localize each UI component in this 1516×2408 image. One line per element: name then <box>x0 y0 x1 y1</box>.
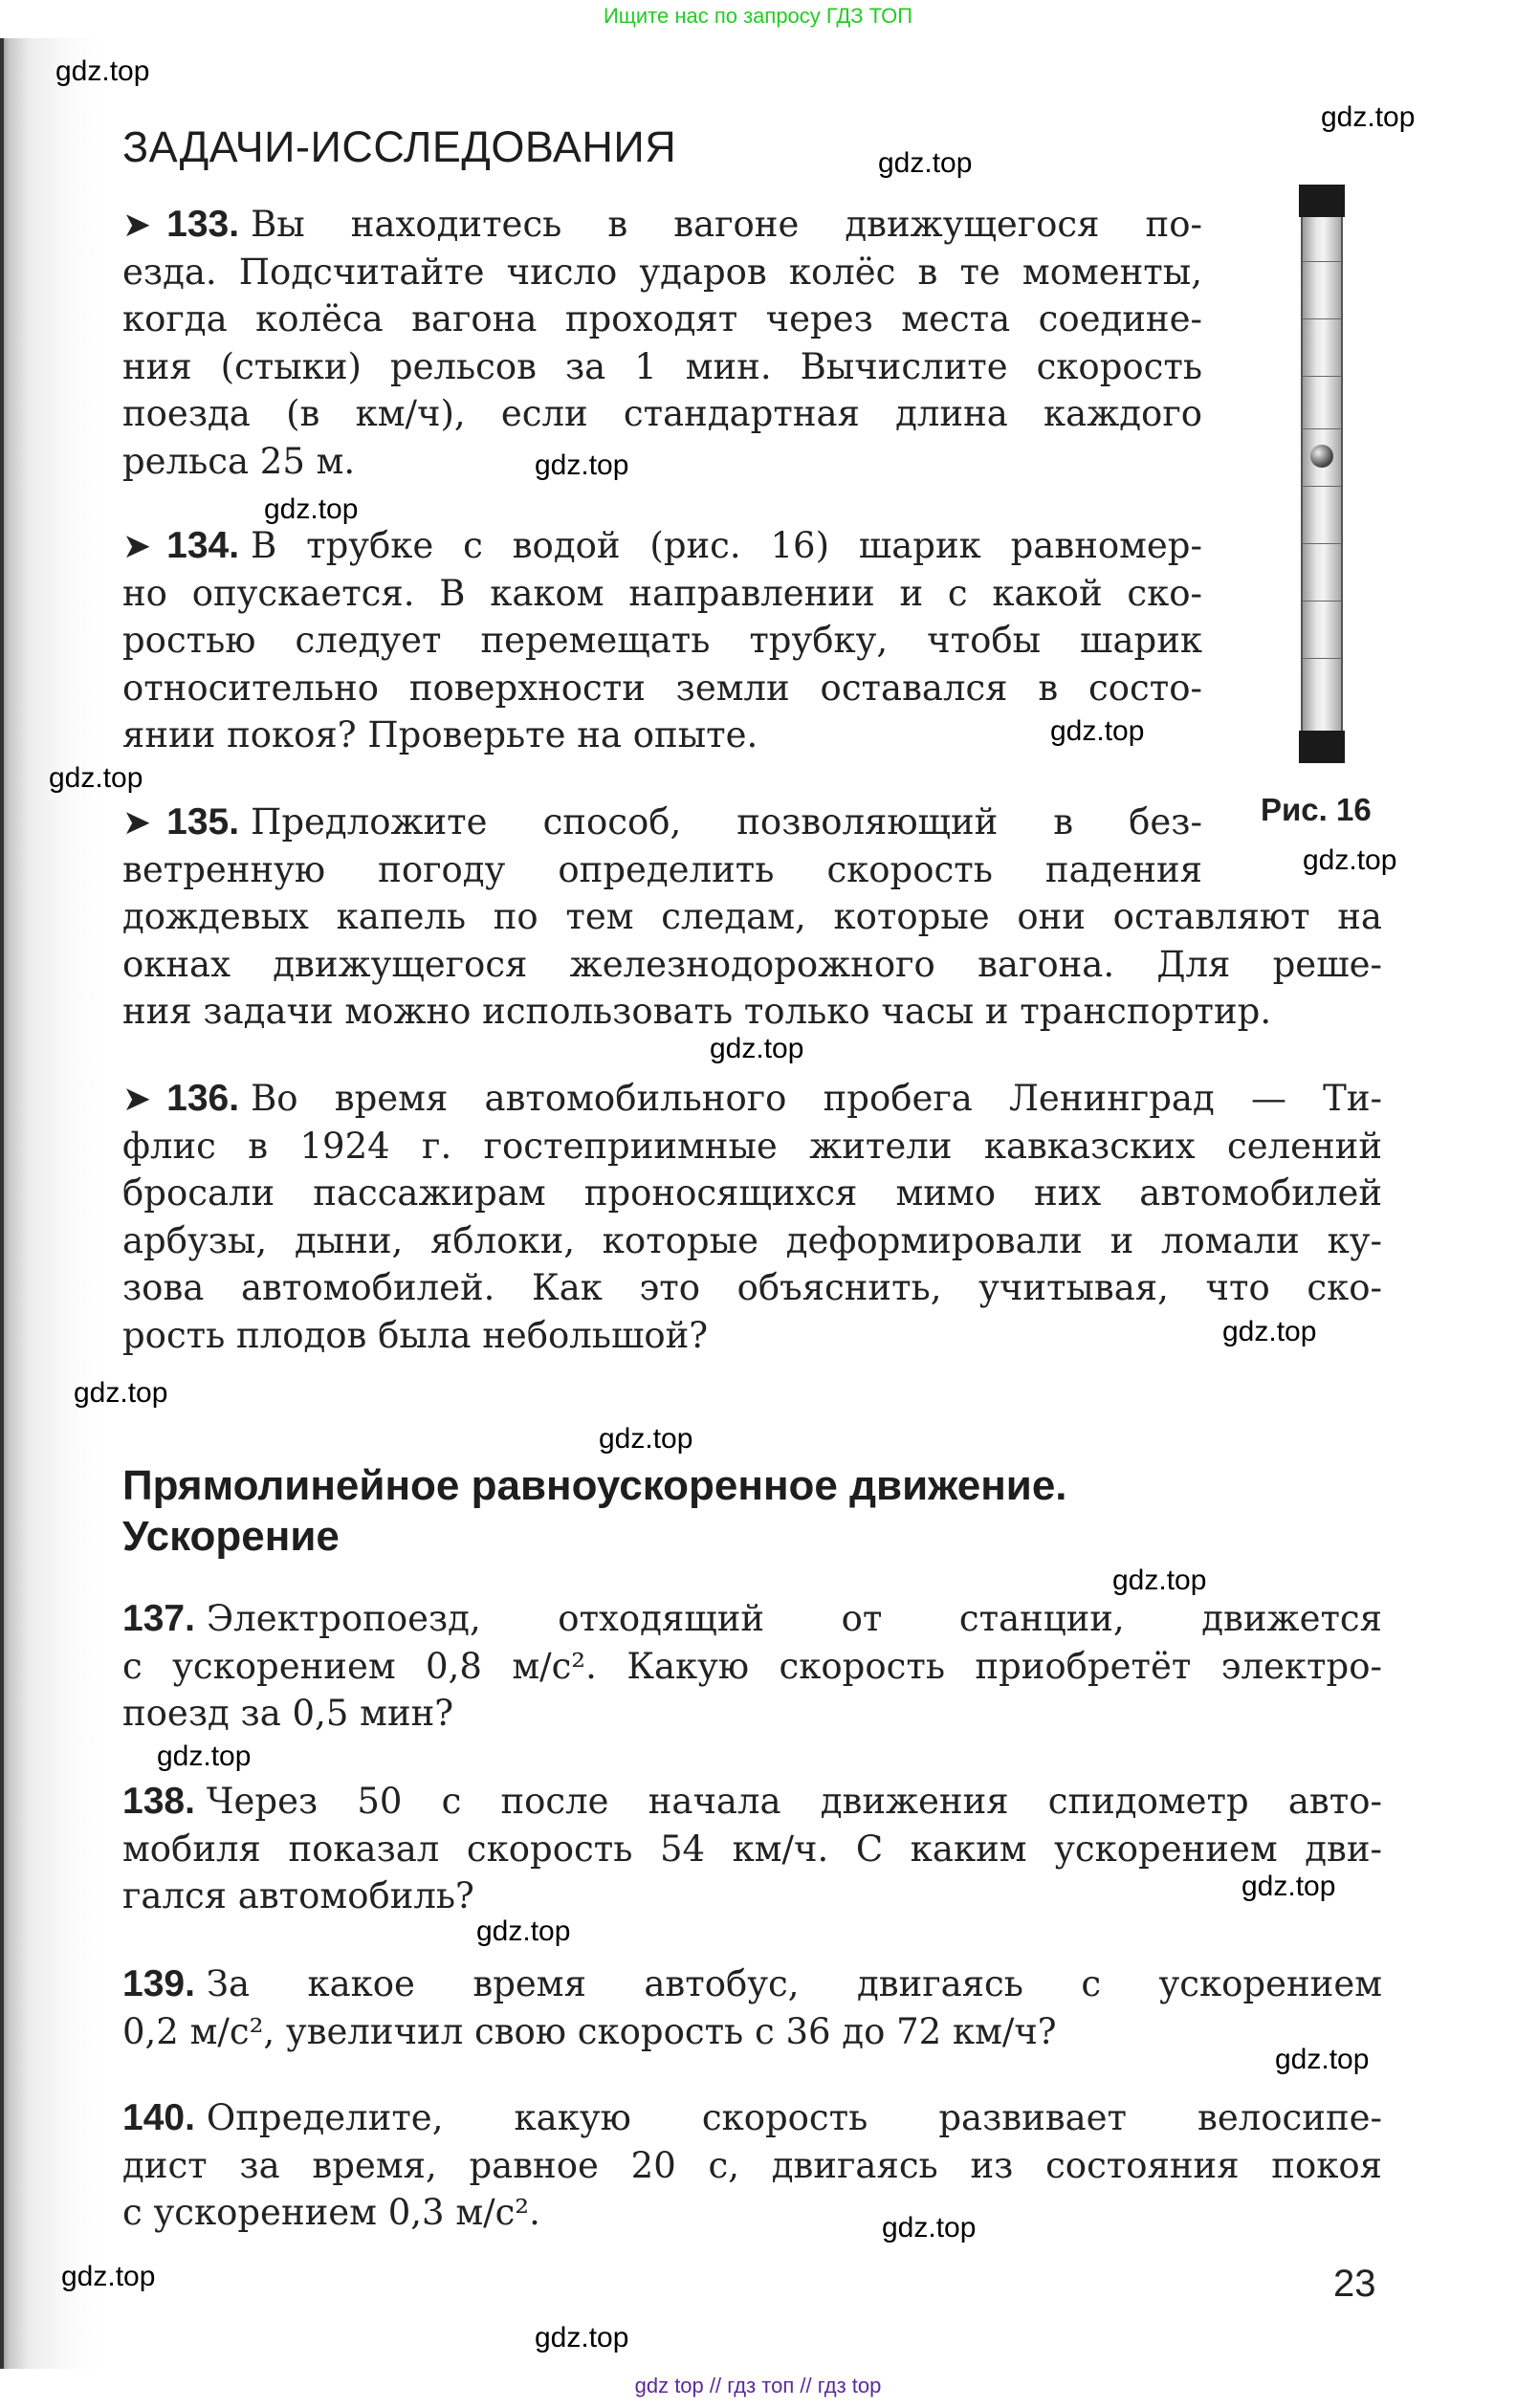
problem-text-line <box>122 343 1202 391</box>
problem-text: ветренную погоду определить скорость падения <box>122 848 1202 890</box>
problem-text: янии покоя? Проверьте на опыте. <box>122 714 758 755</box>
topic-heading-line: Ускорение <box>122 1513 340 1560</box>
problem-text-line <box>122 1123 1382 1171</box>
watermark-text: gdz.top <box>1241 1871 1336 1902</box>
watermark-text: gdz.top <box>61 2261 156 2292</box>
watermark-text: gdz.top <box>878 147 973 179</box>
problem-text-line <box>122 570 1202 618</box>
problem-number: 133. <box>166 204 240 245</box>
problem-text: окнах движущегося железнодорожного вагона. Для реше- <box>122 943 1382 985</box>
problem-text: зова автомобилей. Как это объяснить, учитывая, что ско- <box>122 1267 1382 1308</box>
problem-text-line <box>122 1872 1382 1920</box>
problem-138 <box>122 1778 1382 1920</box>
problem-text: ния (стыки) рельсов за 1 мин. Вычислите скорость <box>122 345 1202 387</box>
problem-text-line <box>122 1826 1382 1873</box>
problem-text-line <box>122 1264 1382 1312</box>
watermark-text: gdz.top <box>74 1377 168 1409</box>
problem-text: Через 50 с после начала движения спидометр авто- <box>206 1781 1382 1822</box>
problem-text-line <box>122 438 1202 486</box>
problem-number: 138. <box>122 1781 195 1822</box>
problem-text-line <box>122 846 1202 894</box>
problem-text-line <box>122 1690 1382 1738</box>
figure-caption: Рис. 16 <box>1261 792 1372 827</box>
top-banner[interactable]: Ищите нас по запросу ГДЗ ТОП <box>603 4 913 28</box>
tube-top-cap <box>1299 185 1345 217</box>
watermark-text: gdz.top <box>49 762 143 794</box>
tube-mark <box>1303 318 1341 319</box>
watermark-text: gdz.top <box>1050 715 1145 747</box>
watermark-text: gdz.top <box>1275 2044 1370 2075</box>
problem-text: но опускается. В каком направлении и с какой ско- <box>122 572 1202 614</box>
problem-number: 137. <box>122 1598 195 1639</box>
problem-text-line <box>122 799 1202 846</box>
watermark-text: gdz.top <box>882 2212 977 2244</box>
problem-text-line <box>122 1217 1382 1265</box>
problem-text-line <box>122 1778 1382 1826</box>
tube-mark <box>1303 658 1341 659</box>
problem-text-line <box>122 988 1382 1036</box>
problem-number: 135. <box>166 801 240 843</box>
tube-mark <box>1303 376 1341 377</box>
problem-text-line <box>122 1595 1382 1643</box>
problem-text: За какое время автобус, двигаясь с ускорением <box>206 1963 1382 2004</box>
watermark-text: gdz.top <box>599 1423 693 1455</box>
bottom-banner[interactable]: gdz top // гдз топ // гдз top <box>634 2374 882 2397</box>
problem-text-line <box>122 1643 1382 1691</box>
problem-text-line <box>122 2008 1382 2056</box>
problem-number: 134. <box>166 525 240 566</box>
problem-number: 136. <box>166 1078 240 1119</box>
problem-text: рельса 25 м. <box>122 440 356 482</box>
problem-text: езда. Подсчитайте число ударов колёс в те моменты, <box>122 251 1202 293</box>
problem-text-line <box>122 893 1382 941</box>
problem-137 <box>122 1595 1382 1738</box>
watermark-text: gdz.top <box>535 2322 629 2353</box>
watermark-text: gdz.top <box>1321 101 1416 133</box>
problem-134 <box>122 522 1202 759</box>
problem-text-line <box>122 2094 1382 2142</box>
problem-text: арбузы, дыни, яблоки, которые деформировали и ломали ку- <box>122 1219 1382 1261</box>
problem-text-line <box>122 2142 1382 2190</box>
arrow-icon: ➤ <box>122 803 152 843</box>
problem-text: дождевых капель по тем следам, которые они оставляют на <box>122 896 1382 937</box>
problem-text: ростью следует перемещать трубку, чтобы шарик <box>122 620 1202 661</box>
arrow-icon: ➤ <box>122 1080 152 1119</box>
research-tasks-heading: ЗАДАЧИ-ИССЛЕДОВАНИЯ <box>122 122 677 171</box>
problem-number: 140. <box>122 2097 195 2138</box>
tube-mark <box>1303 261 1341 262</box>
problem-text: гался автомобиль? <box>122 1875 474 1916</box>
problem-text: флис в 1924 г. гостеприимные жители кавказских селений <box>122 1125 1382 1167</box>
problem-text: бросали пассажирам проносящихся мимо них автомобилей <box>122 1172 1382 1214</box>
problem-text: поезд за 0,5 мин? <box>122 1693 454 1734</box>
watermark-text: gdz.top <box>1112 1565 1207 1596</box>
arrow-icon: ➤ <box>122 206 152 245</box>
tube-bottom-cap <box>1299 731 1345 763</box>
watermark-text: gdz.top <box>710 1033 804 1064</box>
page-number: 23 <box>1333 2263 1376 2305</box>
problem-number: 139. <box>122 1963 195 2004</box>
watermark-text: gdz.top <box>157 1740 252 1772</box>
problem-text-line <box>122 522 1202 570</box>
problem-text: с ускорением 0,8 м/с². Какую скорость приобретёт электро- <box>122 1645 1382 1687</box>
problem-text-line <box>122 711 1202 759</box>
watermark-text: gdz.top <box>264 493 359 525</box>
tube-mark <box>1303 601 1341 602</box>
problem-140 <box>122 2094 1382 2237</box>
problem-text: с ускорением 0,3 м/с². <box>122 2192 540 2233</box>
problem-text: ния задачи можно использовать только часы и транспортир. <box>122 991 1272 1032</box>
problem-text-line <box>122 2189 1382 2237</box>
problem-text-line <box>122 617 1202 665</box>
problem-text-line <box>122 201 1202 249</box>
tube-mark <box>1303 486 1341 487</box>
watermark-text: gdz.top <box>1303 844 1397 876</box>
topic-heading <box>122 1460 1067 1562</box>
problem-139 <box>122 1960 1382 2055</box>
problem-text-line <box>122 665 1202 712</box>
problem-text: поезда (в км/ч), если стандартная длина каждого <box>122 393 1202 434</box>
tube-mark <box>1303 543 1341 544</box>
problem-text: Во время автомобильного пробега Ленинград — Ти- <box>251 1078 1382 1119</box>
problem-text: относительно поверхности земли оставался в состо- <box>122 667 1202 709</box>
problem-text-line <box>122 296 1202 343</box>
problem-133 <box>122 201 1202 485</box>
problem-text: 0,2 м/с², увеличил свою скорость с 36 до 72 км/ч? <box>122 2010 1057 2052</box>
problem-text: Электропоезд, отходящий от станции, движется <box>206 1598 1382 1639</box>
watermark-text: gdz.top <box>55 55 150 87</box>
problem-text-line <box>122 941 1382 989</box>
watermark-text: gdz.top <box>476 1915 571 1947</box>
problem-text-line <box>122 1170 1382 1217</box>
problem-text: В трубке с водой (рис. 16) шарик равномер- <box>251 525 1202 566</box>
problem-text-line <box>122 1312 1382 1360</box>
problem-text: рость плодов была небольшой? <box>122 1314 709 1356</box>
watermark-text: gdz.top <box>1222 1316 1317 1347</box>
problem-135 <box>122 799 1382 1036</box>
topic-heading-line: Прямолинейное равноускоренное движение. <box>122 1462 1067 1509</box>
problem-text: Предложите способ, позволяющий в без- <box>251 801 1202 843</box>
problem-text-line <box>122 1960 1382 2008</box>
page-edge <box>0 38 4 2369</box>
problem-text: когда колёса вагона проходят через места соедине- <box>122 298 1202 339</box>
problem-text-line <box>122 249 1202 296</box>
problem-text: Определите, какую скорость развивает велосипе- <box>206 2097 1382 2138</box>
problem-text-line <box>122 390 1202 438</box>
tube-mark <box>1303 428 1341 429</box>
problem-text-line <box>122 1075 1382 1123</box>
problem-text: мобиля показал скорость 54 км/ч. С каким ускорением дви- <box>122 1828 1382 1870</box>
watermark-text: gdz.top <box>535 449 629 481</box>
ball-icon <box>1310 445 1333 468</box>
problem-text: дист за время, равное 20 с, двигаясь из состояния покоя <box>122 2144 1382 2186</box>
arrow-icon: ➤ <box>122 527 152 566</box>
problem-136 <box>122 1075 1382 1359</box>
tube-with-ball-icon <box>1301 185 1343 763</box>
problem-text: Вы находитесь в вагоне движущегося по- <box>251 204 1202 245</box>
